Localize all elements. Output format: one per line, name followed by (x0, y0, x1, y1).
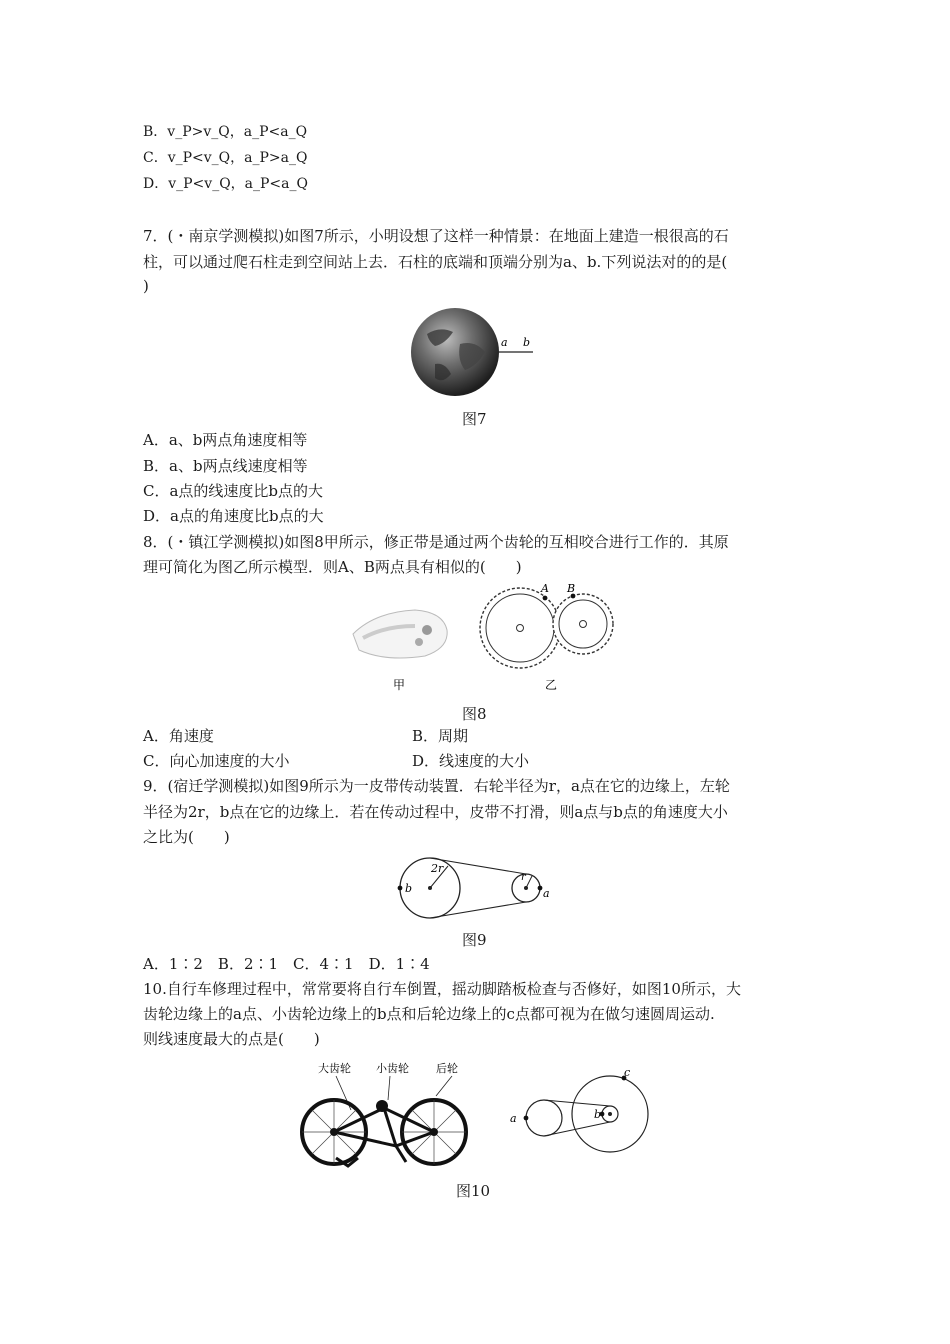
q8-option-c: C．向心加速度的大小 (143, 752, 290, 770)
point-a-label: a (543, 887, 550, 900)
q10-text-line3: 则线速度最大的点是( ) (143, 1030, 320, 1048)
earth-globe (411, 308, 499, 396)
q7-text-line1: 7．(・南京学测模拟)如图7所示，小明设想了这样一种情景：在地面上建造一根很高的石 (143, 227, 729, 245)
point-c-label: c (624, 1068, 631, 1079)
figure-8-caption: 图8 (462, 705, 487, 723)
q7-option-c: C．a点的线速度比b点的大 (143, 482, 324, 500)
figure-10-bicycle (296, 1058, 476, 1170)
q8-text-line2: 理可简化为图乙所示模型．则A、B两点具有相似的( ) (143, 558, 522, 576)
figure-10-caption: 图10 (456, 1182, 491, 1200)
figure-10-schematic (506, 1068, 656, 1160)
label-small-gear: 小齿轮 (376, 1062, 409, 1075)
point-a-label: a (510, 1112, 517, 1125)
point-b-label: b (405, 882, 413, 895)
q8-option-a: A．角速度 (143, 727, 214, 745)
q6-option-d: D．v_P<v_Q，a_P<a_Q (143, 176, 308, 192)
q8-option-b: B．周期 (412, 727, 469, 745)
q9-text-line1: 9．(宿迁学测模拟)如图9所示为一皮带传动装置．右轮半径为r，a点在它的边缘上，左轮 (143, 777, 730, 795)
point-a-label: a (501, 336, 508, 349)
gear-diagram (480, 582, 613, 668)
q10-text-line2: 齿轮边缘上的a点、小齿轮边缘上的b点和后轮边缘上的c点都可视为在做匀速圆周运动. (143, 1005, 715, 1023)
point-B-label: B (567, 582, 576, 595)
radius-2r-label: 2r (431, 862, 444, 875)
q7-option-d: D．a点的角速度比b点的大 (143, 507, 324, 525)
q9-options: A．1∶2 B．2∶1 C．4∶1 D．1∶4 (143, 955, 430, 973)
figure-8 (345, 582, 615, 692)
q9-text-line2: 半径为2r，b点在它的边缘上．若在传动过程中，皮带不打滑，则a点与b点的角速度大小 (143, 803, 728, 821)
point-A-label: A (541, 582, 549, 595)
point-b-label: b (523, 336, 531, 349)
figure-7-earth (405, 304, 545, 404)
q10-text-line1: 10.自行车修理过程中，常常要将自行车倒置，摇动脚踏板检查与否修好，如图10所示，大 (143, 980, 741, 998)
bicycle-drawing (302, 1100, 466, 1166)
figure-9-caption: 图9 (462, 931, 487, 949)
q6-option-c: C．v_P<v_Q，a_P>a_Q (143, 150, 308, 166)
point-b-label: b (594, 1108, 602, 1121)
q7-option-b: B．a、b两点线速度相等 (143, 457, 308, 475)
q7-text-line3: ) (143, 277, 149, 295)
q8-text-line1: 8．(・镇江学测模拟)如图8甲所示，修正带是通过两个齿轮的互相咬合进行工作的．其原 (143, 533, 729, 551)
q8-option-d: D．线速度的大小 (412, 752, 530, 770)
radius-r-label: r (521, 872, 526, 883)
q7-text-line2: 柱，可以通过爬石柱走到空间站上去．石柱的底端和顶端分别为a、b.下列说法对的的是( (143, 253, 728, 271)
label-rear-wheel: 后轮 (436, 1062, 458, 1075)
label-big-gear: 大齿轮 (318, 1062, 351, 1075)
q9-text-line3: 之比为( ) (143, 828, 230, 846)
sub-label-jia: 甲 (393, 678, 406, 692)
figure-7-caption: 图7 (462, 410, 487, 428)
figure-9-belt-drive (396, 852, 556, 922)
correction-tape-image (353, 610, 447, 658)
sub-label-yi: 乙 (545, 678, 558, 692)
point-A-dot (543, 596, 548, 601)
q6-option-b: B．v_P>v_Q，a_P<a_Q (143, 124, 308, 140)
q7-option-a: A．a、b两点角速度相等 (143, 431, 308, 449)
big-gear-circle (526, 1100, 562, 1136)
